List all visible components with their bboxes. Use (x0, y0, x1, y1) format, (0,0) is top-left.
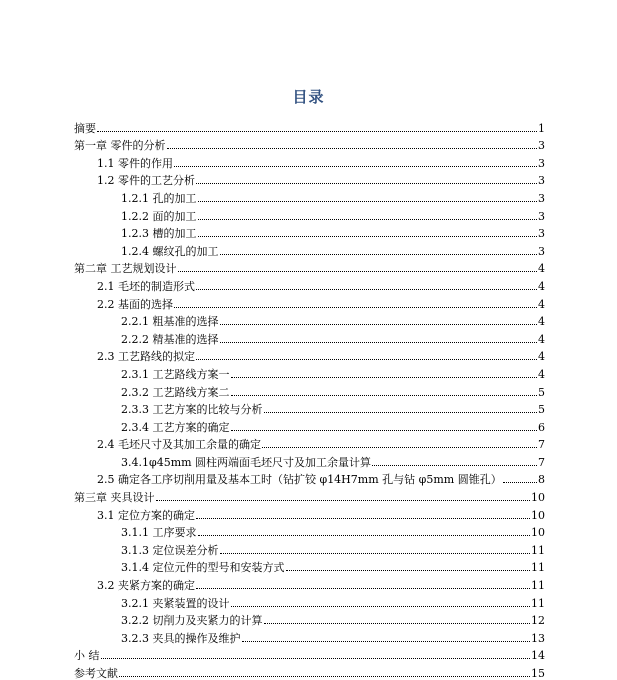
toc-dot-leader (262, 447, 537, 448)
toc-entry-label: 3.1.1 工序要求 (121, 526, 197, 540)
toc-entry-label: 第一章 零件的分析 (74, 139, 166, 153)
toc-dot-leader (220, 254, 538, 255)
toc-entry-label: 3.2.1 夹紧装置的设计 (121, 596, 230, 610)
toc-entry-label: 2.3.2 工艺路线方案二 (121, 385, 230, 399)
toc-entry-label: 2.5 确定各工序切削用量及基本工时（钻扩铰 φ14H7mm 孔与钻 φ5mm 圆锥孔） (97, 473, 502, 487)
toc-entry[interactable] (74, 610, 545, 628)
toc-entry-label: 3.1.3 定位误差分析 (121, 543, 219, 557)
toc-dot-leader (196, 359, 537, 360)
toc-entry[interactable] (74, 187, 545, 205)
toc-dot-leader (198, 219, 538, 220)
toc-entry[interactable] (74, 135, 545, 153)
toc-entry-label: 2.2 基面的选择 (97, 297, 173, 311)
toc-dot-leader (264, 412, 538, 413)
toc-entry-label: 3.4.1φ45mm 圆柱两端面毛坯尺寸及加工余量计算 (121, 455, 372, 469)
toc-dot-leader (242, 641, 531, 642)
toc-dot-leader (167, 148, 538, 149)
toc-entry[interactable] (74, 205, 545, 223)
toc-entry[interactable] (74, 434, 545, 452)
toc-entry[interactable] (74, 170, 545, 188)
toc-entry-label: 第二章 工艺规划设计 (74, 262, 177, 276)
toc-entry[interactable] (74, 275, 545, 293)
toc-entry-page-number: 5 (538, 403, 545, 417)
toc-entry-page-number: 13 (531, 631, 545, 645)
toc-entry-page-number: 3 (538, 139, 545, 153)
toc-entry-label: 2.2.1 粗基准的选择 (121, 315, 219, 329)
toc-entry-label: 1.2.3 槽的加工 (121, 227, 197, 241)
toc-entry-label: 3.2 夹紧方案的确定 (97, 579, 195, 593)
toc-dot-leader (156, 500, 531, 501)
toc-entry[interactable] (74, 539, 545, 557)
toc-entry[interactable] (74, 574, 545, 592)
toc-dot-leader (196, 588, 530, 589)
toc-entry-page-number: 6 (538, 420, 545, 434)
toc-entry-label: 2.4 毛坯尺寸及其加工余量的确定 (97, 438, 261, 452)
toc-entry-label: 1.2.4 螺纹孔的加工 (121, 244, 219, 258)
toc-entry-page-number: 3 (538, 156, 545, 170)
toc-entry-page-number: 11 (531, 596, 545, 610)
toc-entry-page-number: 4 (538, 367, 545, 381)
toc-dot-leader (231, 606, 531, 607)
toc-entry[interactable] (74, 399, 545, 417)
toc-entry-page-number: 3 (538, 191, 545, 205)
toc-entry-page-number: 10 (531, 526, 545, 540)
toc-entry-page-number: 10 (531, 508, 545, 522)
toc-entry-label: 3.2.3 夹具的操作及维护 (121, 631, 241, 645)
toc-dot-leader (198, 535, 531, 536)
toc-entry-page-number: 1 (538, 121, 545, 135)
toc-entry-label: 1.2.1 孔的加工 (121, 191, 197, 205)
toc-entry[interactable] (74, 627, 545, 645)
toc-dot-leader (196, 183, 537, 184)
toc-dot-leader (503, 482, 537, 483)
toc-entry-page-number: 4 (538, 262, 545, 276)
toc-entry-label: 3.1.4 定位元件的型号和安装方式 (121, 561, 285, 575)
toc-entry-label: 2.1 毛坯的制造形式 (97, 279, 195, 293)
toc-entry[interactable] (74, 662, 545, 680)
toc-entry[interactable] (74, 557, 545, 575)
toc-entry[interactable] (74, 258, 545, 276)
toc-entry-page-number: 8 (538, 473, 545, 487)
toc-entry-label: 2.3 工艺路线的拟定 (97, 350, 195, 364)
toc-dot-leader (97, 131, 537, 132)
toc-entry-page-number: 5 (538, 385, 545, 399)
toc-entry-page-number: 10 (531, 491, 545, 505)
toc-entry[interactable] (74, 293, 545, 311)
toc-dot-leader (264, 623, 531, 624)
toc-dot-leader (231, 430, 538, 431)
toc-entry-label: 2.3.1 工艺路线方案一 (121, 367, 230, 381)
toc-entry[interactable] (74, 486, 545, 504)
toc-entry-label: 3.1 定位方案的确定 (97, 508, 195, 522)
toc-entry-page-number: 14 (531, 649, 545, 663)
toc-entry-page-number: 4 (538, 315, 545, 329)
toc-entry[interactable] (74, 328, 545, 346)
toc-entry-label: 1.2 零件的工艺分析 (97, 174, 195, 188)
toc-dot-leader (174, 307, 537, 308)
toc-entry-page-number: 3 (538, 227, 545, 241)
toc-entry-label: 参考文献 (74, 667, 118, 680)
toc-entry-label: 3.2.2 切削力及夹紧力的计算 (121, 614, 263, 628)
toc-entry-label: 2.3.3 工艺方案的比较与分析 (121, 403, 263, 417)
toc-entry-page-number: 4 (538, 332, 545, 346)
toc-entry-page-number: 3 (538, 209, 545, 223)
toc-entry-label: 2.3.4 工艺方案的确定 (121, 420, 230, 434)
toc-entry[interactable] (74, 592, 545, 610)
toc-entry-page-number: 11 (531, 561, 545, 575)
toc-dot-leader (220, 342, 538, 343)
toc-dot-leader (231, 377, 538, 378)
toc-entry[interactable] (74, 117, 545, 135)
toc-entry-page-number: 12 (531, 614, 545, 628)
toc-entry[interactable] (74, 381, 545, 399)
toc-dot-leader (101, 658, 531, 659)
toc-entry-page-number: 4 (538, 350, 545, 364)
toc-entry-label: 小 结 (74, 649, 100, 663)
toc-dot-leader (178, 271, 538, 272)
toc-entry-page-number: 7 (538, 438, 545, 452)
toc-dot-leader (174, 166, 537, 167)
toc-entry-page-number: 11 (531, 579, 545, 593)
toc-dot-leader (220, 553, 531, 554)
toc-dot-leader (198, 201, 538, 202)
toc-entry[interactable] (74, 522, 545, 540)
toc-entry-page-number: 7 (538, 455, 545, 469)
toc-entry[interactable] (74, 451, 545, 469)
toc-dot-leader (196, 518, 530, 519)
toc-entry-label: 第三章 夹具设计 (74, 491, 155, 505)
toc-dot-leader (119, 676, 530, 677)
toc-title: 目录 (292, 88, 325, 106)
toc-entry[interactable] (74, 152, 545, 170)
toc-entry-label: 1.1 零件的作用 (97, 156, 173, 170)
toc-entry-page-number: 15 (531, 667, 545, 680)
toc-entry[interactable] (74, 469, 545, 487)
toc-dot-leader (286, 570, 531, 571)
toc-entry-page-number: 4 (538, 297, 545, 311)
toc-entry[interactable] (74, 311, 545, 329)
toc-entry-page-number: 3 (538, 174, 545, 188)
toc-dot-leader (196, 289, 537, 290)
toc-dot-leader (231, 395, 538, 396)
toc-entry-label: 摘要 (74, 121, 96, 135)
toc-entry[interactable] (74, 346, 545, 364)
toc-entry[interactable] (74, 645, 545, 663)
table-of-contents (74, 117, 545, 680)
toc-entry[interactable] (74, 416, 545, 434)
toc-entry[interactable] (74, 504, 545, 522)
toc-entry-label: 1.2.2 面的加工 (121, 209, 197, 223)
toc-entry-label: 2.2.2 精基准的选择 (121, 332, 219, 346)
toc-entry[interactable] (74, 363, 545, 381)
toc-entry-page-number: 4 (538, 279, 545, 293)
toc-dot-leader (198, 236, 538, 237)
toc-entry-page-number: 3 (538, 244, 545, 258)
toc-entry[interactable] (74, 240, 545, 258)
toc-entry[interactable] (74, 223, 545, 241)
toc-dot-leader (220, 324, 538, 325)
toc-entry-page-number: 11 (531, 543, 545, 557)
toc-dot-leader (372, 465, 537, 466)
